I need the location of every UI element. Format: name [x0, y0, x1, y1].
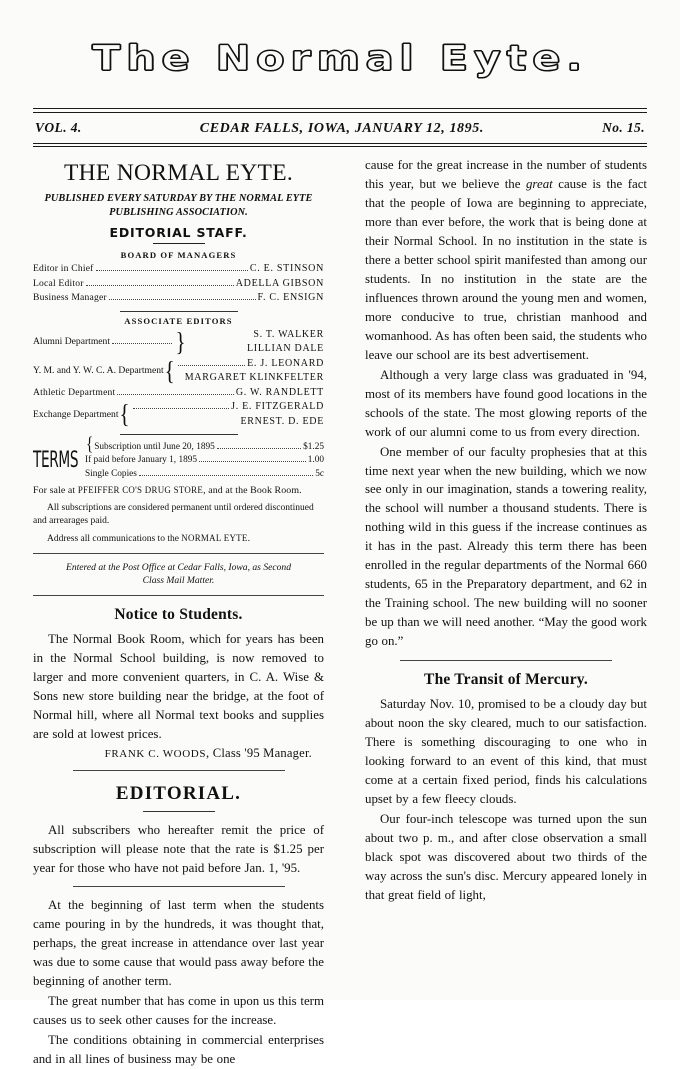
- terms-row-label: Single Copies: [85, 468, 137, 479]
- volume-number: VOL. 4.: [35, 119, 82, 135]
- editorial-staff-heading: EDITORIAL STAFF.: [109, 225, 248, 241]
- published-by: [33, 192, 324, 219]
- editorial-paragraph-4-right: [365, 156, 647, 365]
- paragraph-4-post: cause is the fact that the people of Iowa are beginning to appreciate, more than ever before, the work that is being done at their Normal School. In no institution in the state is there a better school spirit manifested than among our students. In no institution in the state are the influences thrown around the young men and women, more conducive to true, christian manhood and womanhood. As has often been said, the students who leave our school are its best advertisement.: [365, 176, 648, 362]
- transit-of-mercury-heading: The Transit of Mercury.: [424, 671, 588, 689]
- dot-leader: [96, 264, 248, 271]
- divider-rule: [33, 595, 324, 596]
- editorial-paragraph-6: One member of our faculty prophesies that at this time next year when the new building, which we now see only in our imagination, stands a towering reality, the school will number a thousand students. There is nothing wild in this guess if the increase continues as it has in the past. Already this term there has been enrolled in the regular departments of the Normal 660 students, 65 in the Preparatory department, and 62 in the Training school. The new building will no sooner be up than we will need another. “May the good work go on.”: [365, 444, 647, 649]
- dot-leader: [86, 279, 234, 286]
- terms-row-price: $1.25: [303, 442, 324, 453]
- paper-name: THE NORMAL EYTE.: [63, 160, 294, 186]
- volume-line: [33, 113, 647, 143]
- signature-name: FRANK C. WOODS: [104, 747, 207, 760]
- paragraph-4-emphasis: great: [525, 176, 553, 191]
- permanent-subscription-notice: All subscriptions are considered permanent until ordered discontinued and arrearages paid.: [33, 502, 314, 526]
- paragraph-4-pre: cause for the great increase in the number of students this year, but we believe the: [365, 158, 647, 191]
- terms-row-label: If paid before January 1, 1895: [85, 455, 198, 466]
- postal-entry-notice: [39, 561, 318, 588]
- postal-entry-line-1: Entered at the Post Office at Cedar Falls, Iowa, as Second: [65, 561, 292, 573]
- staff-name: C. E. STINSON: [249, 263, 324, 275]
- staff-role: Editor in Chief: [33, 263, 94, 275]
- divider-rule: [73, 886, 285, 887]
- staff-role: Exchange Department: [33, 408, 119, 420]
- editorial-heading: EDITORIAL.: [115, 782, 242, 804]
- dot-leader: [109, 293, 256, 300]
- mercury-paragraph-1: Saturday Nov. 10, promised to be a cloudy day but about noon the sky cleared, much to our satisfaction. There is something discouraging to one who in looking forward to an event of this kind, that must come at a certain fixed period, finds his calculations upset by a few fleecy clouds.: [365, 697, 647, 807]
- editorial-paragraph-5: Although a very large class was graduated in '94, most of its members have found good locations in the schools of the state. The most glowing reports of the work of our alumni come to us from every direction.: [365, 367, 647, 439]
- staff-role: Y. M. and Y. W. C. A. Department: [33, 365, 164, 377]
- staff-names-group: [187, 328, 324, 357]
- staff-name: F. C. ENSIGN: [257, 292, 324, 304]
- column-gutter: [333, 156, 347, 1016]
- divider-rule: [33, 553, 324, 554]
- dot-leader: [133, 402, 230, 409]
- staff-row: [33, 328, 324, 357]
- address-notice-prefix: Address all communications to the: [47, 533, 182, 544]
- staff-row: [33, 262, 324, 277]
- for-sale-store: PFEIFFER CO'S DRUG STORE: [77, 484, 204, 495]
- terms-row-label: Subscription until June 20, 1895: [94, 442, 215, 453]
- mercury-paragraph-2: Our four-inch telescope was turned upon the sun about two p. m., and after close observation a small black spot was discovered about two thirds of the way across the sun's disc. Mercury appeared lonely in that great field of light,: [365, 812, 647, 902]
- dot-leader: [139, 469, 313, 476]
- terms-rows: [85, 435, 324, 481]
- brace-glyph: {: [86, 435, 94, 456]
- divider-rule: [400, 660, 612, 661]
- for-sale-suffix: , and at the Book Room.: [203, 484, 302, 496]
- staff-role: Athletic Department: [33, 386, 116, 398]
- dot-leader: [217, 443, 301, 450]
- terms-label: TERMS: [33, 446, 79, 473]
- dot-leader: [199, 456, 306, 463]
- dot-leader: [112, 338, 172, 345]
- for-sale-prefix: For sale at: [33, 484, 78, 496]
- divider-rule: [143, 811, 215, 812]
- staff-row: [33, 291, 324, 306]
- dot-leader: [117, 388, 233, 395]
- staff-row: [33, 400, 324, 429]
- staff-role: Business Manager: [33, 292, 107, 304]
- signature-rest: , Class '95 Manager.: [206, 745, 312, 760]
- staff-name: ERNEST. D. EDE: [240, 415, 324, 427]
- terms-row-price: 1.00: [307, 455, 324, 466]
- staff-row: [33, 277, 324, 292]
- dot-leader: [178, 359, 245, 366]
- staff-name: ADELLA GIBSON: [235, 277, 324, 289]
- staff-row: [33, 357, 324, 386]
- address-notice: [33, 532, 324, 546]
- divider-rule: [73, 770, 285, 771]
- terms-row: [85, 435, 324, 456]
- staff-names-group: [176, 357, 324, 386]
- right-column: [347, 156, 647, 1016]
- terms-row: [85, 468, 324, 481]
- brace-glyph: {: [164, 355, 175, 386]
- notice-to-students-paragraph: The Normal Book Room, which for years has been in the Normal School building, is now removed to larger and more convenient quarters, in C. A. Wise & Sons new store building near the bridge, at the foot of Normal hill, where all Normal text books and supplies are sold at lowest prices.: [33, 631, 324, 741]
- issue-number: No. 15.: [602, 119, 645, 135]
- staff-role: Alumni Department: [33, 336, 110, 348]
- terms-row: [85, 454, 324, 467]
- masthead-title: The Normal Eyte.: [92, 39, 588, 79]
- terms-block: [33, 435, 324, 481]
- staff-name: MARGARET KLINKFELTER: [184, 372, 324, 384]
- place-and-date: CEDAR FALLS, IOWA, JANUARY 12, 1895.: [199, 120, 484, 136]
- staff-name: E. J. LEONARD: [247, 357, 324, 369]
- associate-editors-heading: ASSOCIATE EDITORS: [124, 315, 233, 326]
- brace-glyph: {: [119, 399, 130, 430]
- divider-rule: [120, 434, 238, 435]
- masthead-rule-bottom: [33, 143, 647, 148]
- divider-rule: [120, 311, 238, 312]
- staff-role: Local Editor: [33, 277, 84, 289]
- editorial-paragraph-3: The great number that has come in upon us this term causes us to seek other causes for the increase.: [33, 994, 324, 1028]
- editorial-paragraph-1: All subscribers who hereafter remit the price of subscription will please note that the rate is $1.25 per year for those who have not paid before Jan. 1, '95.: [33, 822, 324, 875]
- staff-name: J. E. FITZGERALD: [231, 401, 324, 413]
- postal-entry-line-2: Class Mail Matter.: [142, 575, 215, 587]
- brace-glyph: }: [175, 326, 186, 357]
- for-sale-notice: [33, 484, 324, 498]
- address-notice-paper: NORMAL EYTE: [181, 532, 248, 543]
- staff-row: [33, 386, 324, 401]
- board-of-managers-heading: BOARD OF MANAGERS: [120, 250, 237, 261]
- divider-rule: [153, 243, 205, 244]
- editorial-paragraph-4-left: The conditions obtaining in commercial enterprises and in all lines of business may be one: [33, 1033, 324, 1067]
- notice-signature: [33, 746, 312, 761]
- address-notice-suffix: .: [247, 533, 250, 544]
- published-by-line-2: PUBLISHING ASSOCIATION.: [109, 206, 248, 218]
- editorial-paragraph-2: At the beginning of last term when the students came pouring in by the hundreds, it was thought that, perhaps, the great increase in attendance over last year was due to some cause that would pass away before the beginning of another term.: [33, 898, 324, 989]
- staff-name: S. T. WALKER: [253, 328, 324, 340]
- staff-name: G. W. RANDLETT: [235, 386, 324, 398]
- staff-name: LILLIAN DALE: [247, 343, 324, 355]
- terms-row-price: 5c: [315, 468, 324, 479]
- staff-names-group: [131, 400, 324, 429]
- masthead: [33, 0, 647, 94]
- columns-container: [33, 156, 648, 1067]
- notice-to-students-heading: Notice to Students.: [114, 605, 243, 623]
- left-column: [33, 156, 333, 1067]
- published-by-line-1: PUBLISHED EVERY SATURDAY BY THE NORMAL EYTE: [44, 193, 313, 204]
